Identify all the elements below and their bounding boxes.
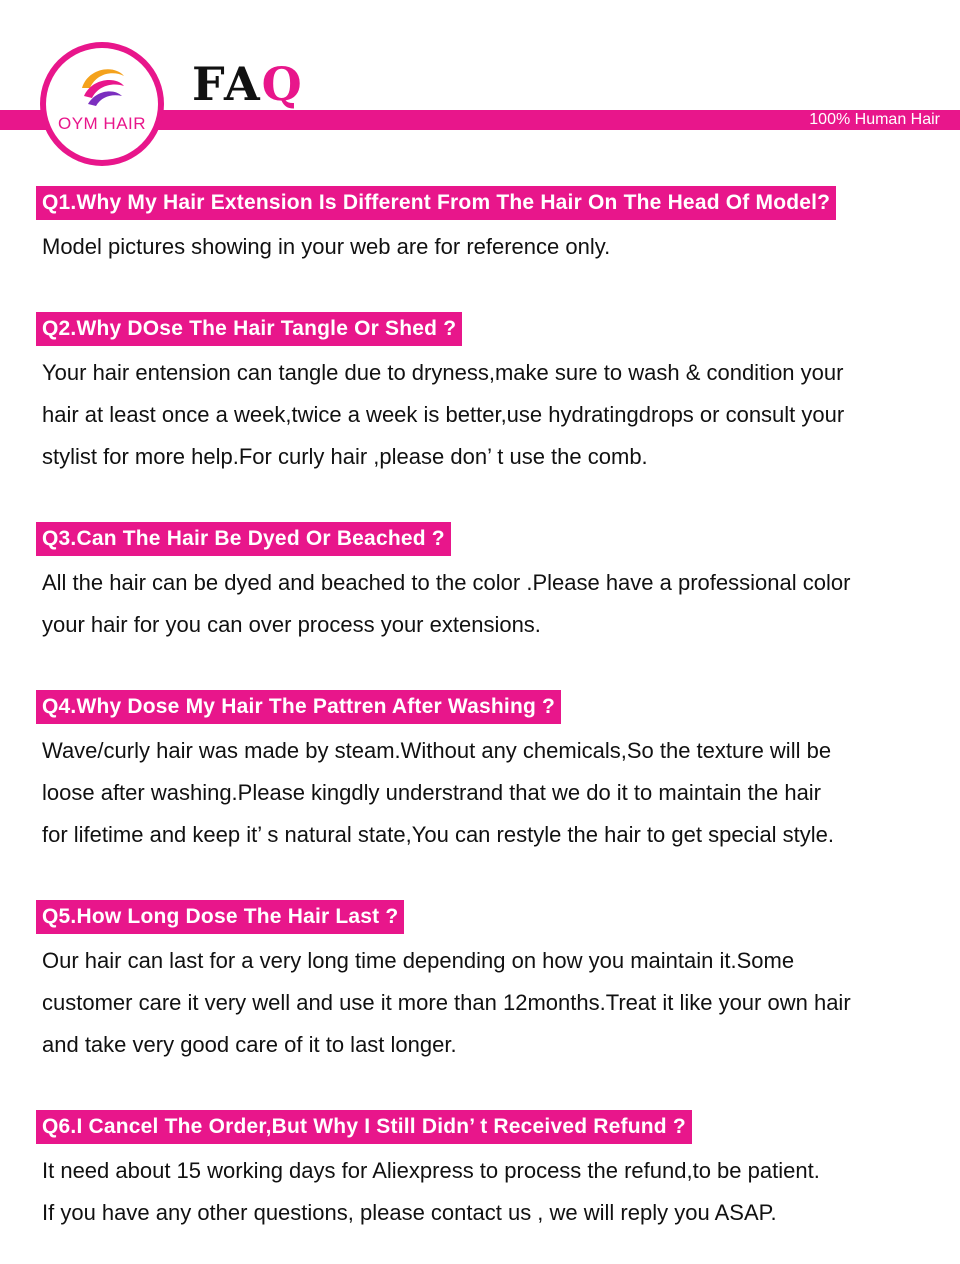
faq-answer: It need about 15 working days for Aliexpress to process the refund,to be patient. If you have any other questions, please contact us , we will reply you ASAP.	[42, 1158, 820, 1225]
faq-question: Q6.I Cancel The Order,But Why I Still Didn’ t Received Refund ?	[36, 1110, 692, 1144]
faq-question: Q4.Why Dose My Hair The Pattren After Washing ?	[36, 690, 561, 724]
hair-swirl-icon	[74, 58, 130, 114]
faq-answer: Model pictures showing in your web are for reference only.	[42, 234, 611, 259]
faq-question: Q2.Why DOse The Hair Tangle Or Shed ?	[36, 312, 462, 346]
faq-answer: Our hair can last for a very long time depending on how you maintain it.Some customer care it very well and use it more than 12months.Treat it like your own hair and take very good care of it to last longer.	[42, 948, 851, 1057]
faq-question: Q3.Can The Hair Be Dyed Or Beached ?	[36, 522, 451, 556]
faq-answer: All the hair can be dyed and beached to the color .Please have a professional color your hair for you can over process your extensions.	[42, 570, 851, 637]
faq-answer: Your hair entension can tangle due to dryness,make sure to wash & condition your hair at least once a week,twice a week is better,use hydratingdrops or consult your stylist for more help.For curly hair ,please don’ t use the comb.	[42, 360, 845, 469]
logo-text: OYM HAIR	[57, 114, 147, 133]
brand-logo	[40, 42, 164, 166]
faq-question: Q5.How Long Dose The Hair Last ?	[36, 900, 404, 934]
tagline: 100% Human Hair	[809, 111, 940, 128]
page-title: FAQ	[192, 57, 304, 111]
faq-answer: Wave/curly hair was made by steam.Without any chemicals,So the texture will be loose after washing.Please kingdly understrand that we do it to maintain the hair for lifetime and keep it’ s natural state,You can restyle the hair to get special style.	[42, 738, 835, 847]
faq-question: Q1.Why My Hair Extension Is Different From The Hair On The Head Of Model?	[36, 186, 836, 220]
